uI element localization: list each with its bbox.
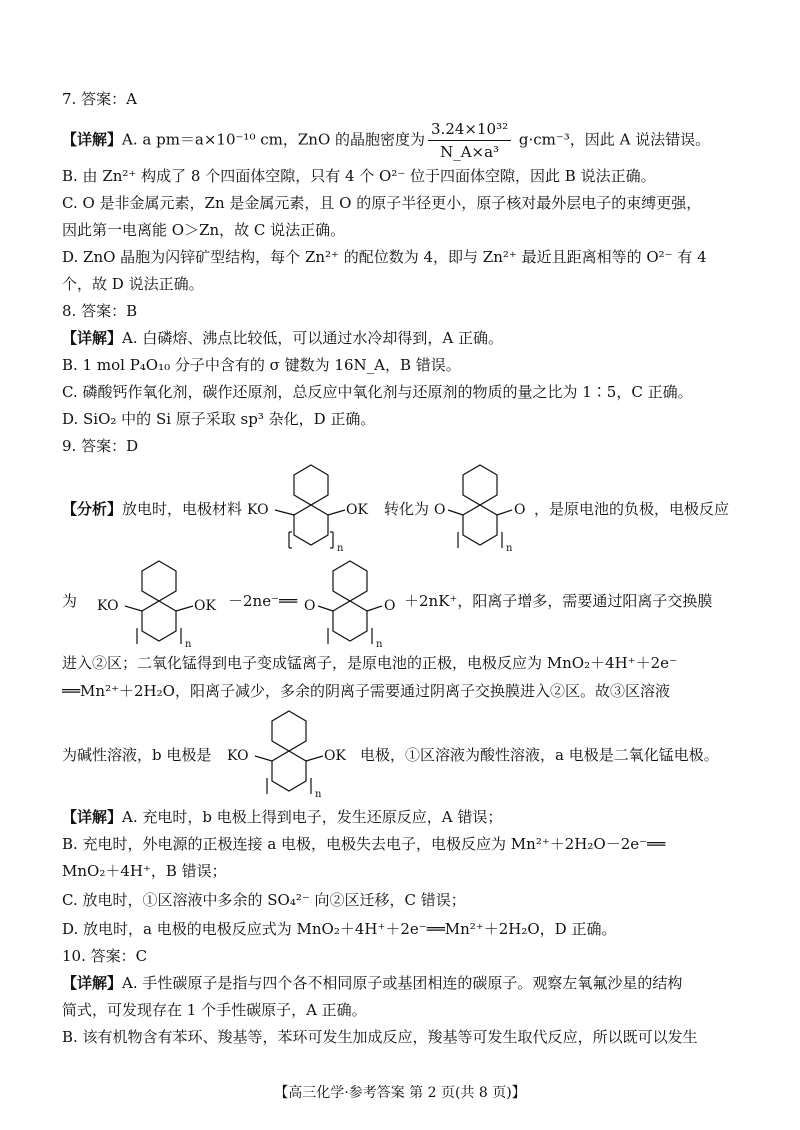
svg-text:OK: OK <box>194 598 216 614</box>
q9-analysis-5b: 电极，①区溶液为酸性溶液，a 电极是二氧化锰电极。 <box>360 746 719 764</box>
q9-detail-b2: MnO₂＋4H⁺，B 错误； <box>62 862 227 880</box>
ko-label-left: KO <box>247 502 269 518</box>
q9-analysis-1c: ，是原电池的负极，电极反应 <box>534 500 730 518</box>
density-formula: $\frac{\text{3.24×10³²}}{\text{N\_A×a³}}$ <box>428 118 511 163</box>
polymer-quinone-structure-1 <box>430 462 530 552</box>
q9-analysis-2a: 为 <box>62 592 78 610</box>
q9-detail-a: 【详解】A. 充电时，b 电极上得到电子，发生还原反应，A 错误； <box>62 808 503 826</box>
q8-b: B. 1 mol P₄O₁₀ 分子中含有的 σ 键数为 16N_A，B 错误。 <box>62 356 461 374</box>
q7-d2: 个，故 D 说法正确。 <box>62 275 204 293</box>
q9-analysis-1b: 转化为 <box>384 500 430 518</box>
q9-analysis-2c: ＋2nK⁺，阳离子增多，需要通过阳离子交换膜 <box>404 592 713 610</box>
svg-text:O: O <box>304 598 316 614</box>
q10-answer: 10. 答案：C <box>62 947 148 965</box>
q9-detail-b1: B. 充电时，外电源的正极连接 a 电极，电极失去电子，电极反应为 Mn²⁺＋2H₂O－2e⁻══ <box>62 835 666 853</box>
q7-c1: C. O 是非金属元素，Zn 是金属元素，且 O 的原子半径更小，原子核对最外层电子的束缚更强， <box>62 194 702 212</box>
q7-c2: 因此第一电离能 O＞Zn，故 C 说法正确。 <box>62 221 346 239</box>
svg-text:OK: OK <box>324 748 346 764</box>
q7-d1: D. ZnO 晶胞为闪锌矿型结构，每个 Zn²⁺ 的配位数为 4，即与 Zn²⁺ 最近且距离相等的 O²⁻ 有 4 <box>62 248 707 266</box>
polymer-ko-structure-1 <box>245 462 377 552</box>
svg-text:O: O <box>514 502 526 518</box>
q7-detail-a: 【详解】A. a pm＝a×10⁻¹⁰ cm，ZnO 的晶胞密度为 $\frac{\text{3.24×10³²}}{\text{N\_A×a³}}$ g·cm⁻³，因此 A 说法错误。 <box>62 120 711 161</box>
q9-analysis-5a: 为碱性溶液，b 电极是 <box>62 746 212 764</box>
polymer-ko-structure-2 <box>95 558 223 648</box>
q9-analysis-3: 进入②区；二氧化锰得到电子变成锰离子，是原电池的正极，电极反应为 MnO₂＋4H⁺＋2e⁻ <box>62 654 677 672</box>
q9-analysis-2b: －2ne⁻══ <box>228 592 298 610</box>
page-footer: 【高三化学·参考答案 第 2 页(共 8 页)】 <box>274 1085 526 1101</box>
polymer-ko-structure-3 <box>225 708 355 798</box>
q7-answer: 7. 答案：A <box>62 90 137 108</box>
q9-analysis-4: ══Mn²⁺＋2H₂O，阳离子减少，多余的阴离子需要通过阴离子交换膜进入②区。故③区溶液 <box>62 682 670 700</box>
q9-answer: 9. 答案：D <box>62 437 139 455</box>
q8-c: C. 磷酸钙作氧化剂，碳作还原剂，总反应中氧化剂与还原剂的物质的量之比为 1∶5，C 正确。 <box>62 383 693 401</box>
q8-d: D. SiO₂ 中的 Si 原子采取 sp³ 杂化，D 正确。 <box>62 410 376 428</box>
q8-a: 【详解】A. 白磷熔、沸点比较低，可以通过水冷却得到，A 正确。 <box>62 329 503 347</box>
q10-a2: 简式，可发现存在 1 个手性碳原子，A 正确。 <box>62 1001 367 1019</box>
svg-text:n: n <box>315 789 322 798</box>
q7-b: B. 由 Zn²⁺ 构成了 8 个四面体空隙，只有 4 个 O²⁻ 位于四面体空隙，因此 B 说法正确。 <box>62 167 656 185</box>
svg-text:n: n <box>506 543 513 552</box>
svg-text:n: n <box>185 639 192 648</box>
ok-label-right: OK <box>346 502 368 518</box>
q9-detail-c: C. 放电时，①区溶液中多余的 SO₄²⁻ 向②区迁移，C 错误； <box>62 891 466 909</box>
svg-text:O: O <box>384 598 396 614</box>
n-subscript: n <box>337 543 344 552</box>
q10-a1: 【详解】A. 手性碳原子是指与四个各不相同原子或基团相连的碳原子。观察左氧氟沙星的结构 <box>62 974 683 992</box>
svg-text:KO: KO <box>97 598 119 614</box>
svg-text:n: n <box>376 639 383 648</box>
q8-answer: 8. 答案：B <box>62 302 138 320</box>
svg-text:O: O <box>434 502 446 518</box>
polymer-quinone-structure-2 <box>300 558 400 648</box>
q9-analysis-1a: 【分析】放电时，电极材料 <box>62 500 243 518</box>
svg-text:KO: KO <box>227 748 249 764</box>
detail-label: 【详解】 <box>62 130 123 149</box>
q10-b1: B. 该有机物含有苯环、羧基等，苯环可发生加成反应，羧基等可发生取代反应，所以既可以发生 <box>62 1028 698 1046</box>
q9-detail-d: D. 放电时，a 电极的电极反应式为 MnO₂＋4H⁺＋2e⁻══Mn²⁺＋2H₂O，D 正确。 <box>62 920 617 938</box>
